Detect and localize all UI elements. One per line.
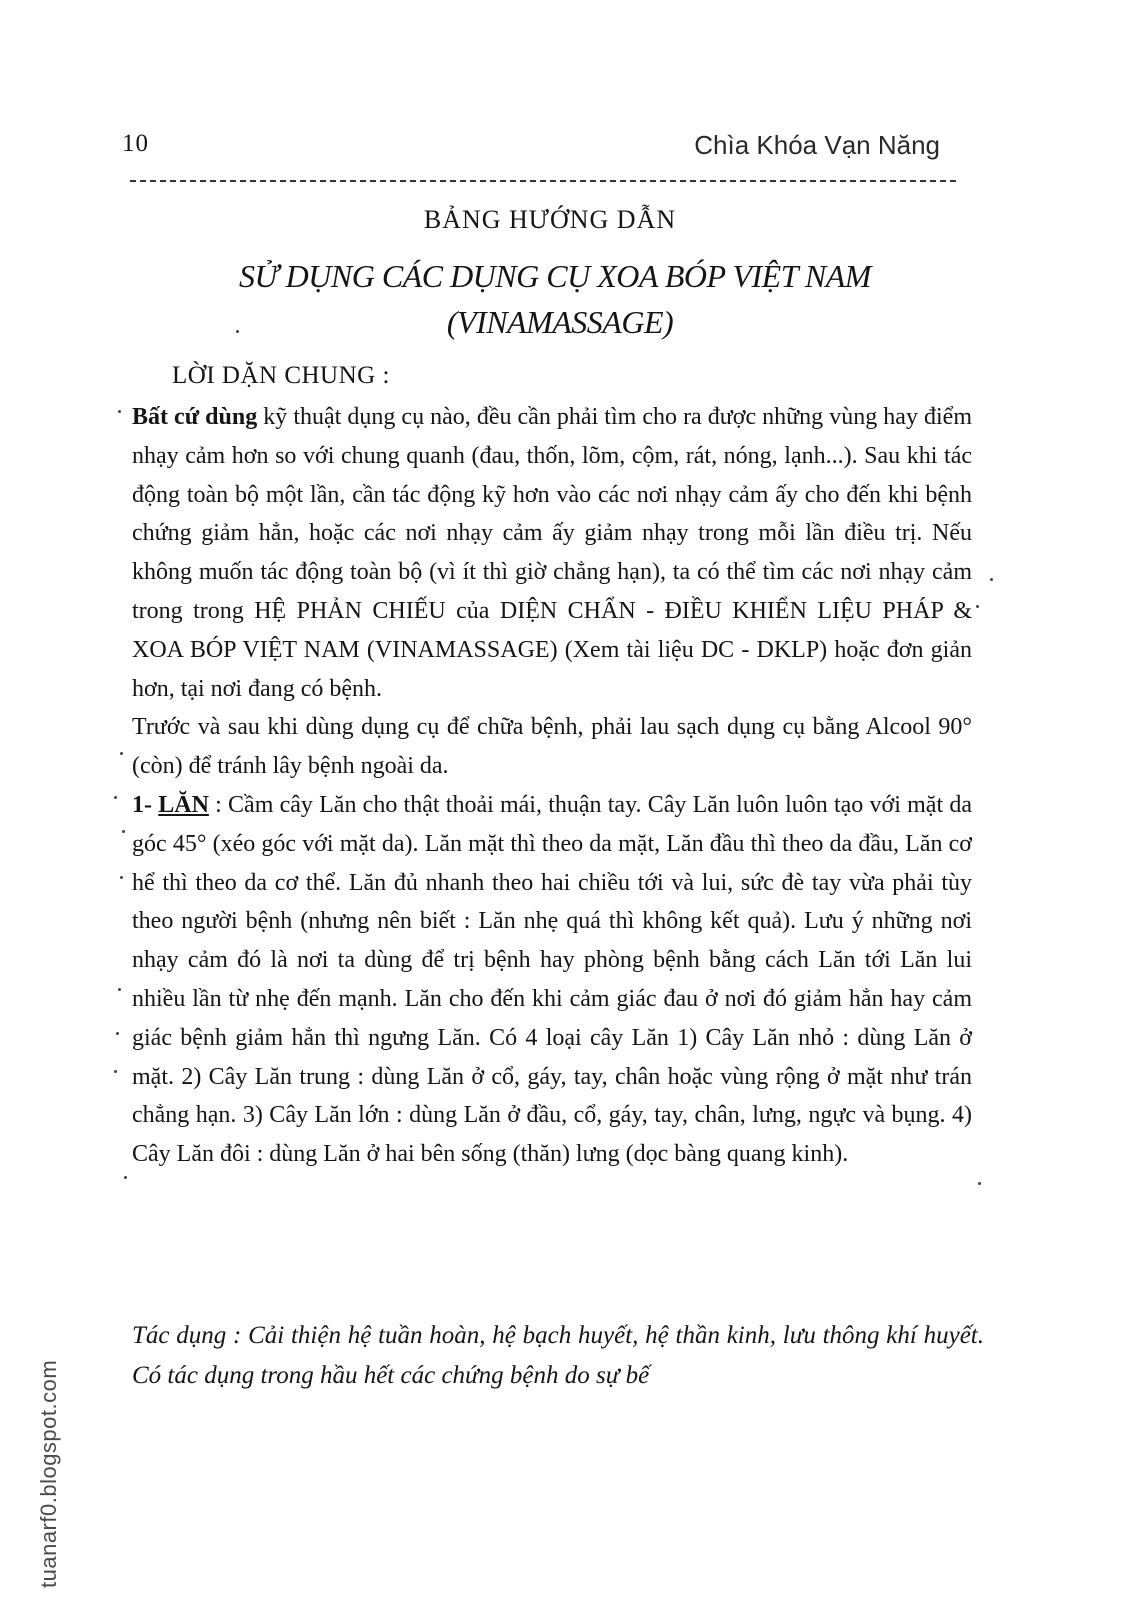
body-text: [132, 398, 972, 1174]
intro-paragraph-text: kỹ thuật dụng cụ nào, đều cần phải tìm cho ra được những vùng hay điểm nhạy cảm hơn so với chung quanh (đau, thốn, lõm, cộm, rát, nóng, lạnh...). Sau khi tác động toàn bộ một lần, cần tác động kỹ hơn vào các nơi nhạy cảm ấy cho đến khi bệnh chứng giảm hẳn, hoặc các nơi nhạy cảm ấy giảm nhạy trong mỗi lần điều trị. Nếu không muốn tác động toàn bộ (vì ít thì giờ chẳng hạn), ta có thể tìm các nơi nhạy cảm trong trong HỆ PHẢN CHIẾU của DIỆN CHẨN - ĐIỀU KHIỂN LIỆU PHÁP & XOA BÓP VIỆT NAM (VINAMASSAGE) (Xem tài liệu DC - DKLP) hoặc đơn giản hơn, tại nơi đang có bệnh.: [132, 404, 972, 702]
header-divider: [130, 180, 956, 182]
section-1-paragraph: [132, 786, 972, 1174]
scan-speck: [118, 410, 121, 413]
running-header-title: Chìa Khóa Vạn Năng: [694, 130, 940, 160]
scan-speck: [116, 1032, 119, 1035]
scan-speck: [114, 796, 117, 799]
intro-label: LỜI DẶN CHUNG :: [172, 362, 390, 389]
section-1-number: 1-: [132, 791, 159, 818]
scan-speck: [120, 876, 123, 879]
scan-speck: [124, 1176, 127, 1179]
scan-speck: [120, 752, 123, 755]
section-1-body: : Cầm cây Lăn cho thật thoải mái, thuận tay. Cây Lăn luôn luôn tạo với mặt da góc 45° (xéo góc với mặt da). Lăn mặt thì theo da mặt, Lăn đầu thì theo da đầu, Lăn cơ hể thì theo da cơ thể. Lăn đủ nhanh theo hai chiều tới và lui, sức đè tay vừa phải tùy theo người bệnh (nhưng nên biết : Lăn nhẹ quá thì không kết quả). Lưu ý những nơi nhạy cảm đó là nơi ta dùng để trị bệnh hay phòng bệnh bằng cách Lăn tới Lăn lui nhiều lần từ nhẹ đến mạnh. Lăn cho đến khi cảm giác đau ở nơi đó giảm hẳn hay cảm giác bệnh giảm hẳn thì ngưng Lăn. Có 4 loại cây Lăn 1) Cây Lăn nhỏ : dùng Lăn ở mặt. 2) Cây Lăn trung : dùng Lăn ở cổ, gáy, tay, chân hoặc vùng rộng ở mặt như trán chẳng hạn. 3) Cây Lăn lớn : dùng Lăn ở đầu, cổ, gáy, tay, chân, lưng, ngực và bụng. 4) Cây Lăn đôi : dùng Lăn ở hai bên sống (thăn) lưng (dọc bàng quang kinh).: [132, 791, 972, 1168]
section-1-title: LĂN: [158, 791, 209, 818]
title-line-3: (VINAMASSAGE): [446, 304, 674, 340]
scan-speck: [978, 1182, 981, 1185]
page-number: 10: [122, 130, 149, 157]
scan-speck: [114, 1070, 117, 1073]
watermark-url: tuanarf0.blogspot.com: [36, 1359, 61, 1588]
scan-speck: [122, 830, 125, 833]
scan-speck: [118, 988, 121, 991]
scan-speck: [990, 578, 993, 581]
title-line-2: SỬ DỤNG CÁC DỤNG CỤ XOA BÓP VIỆT NAM: [239, 258, 871, 294]
title-line-1: BẢNG HƯỚNG DẪN: [423, 205, 677, 234]
effects-paragraph: Tác dụng : Cải thiện hệ tuần hoàn, hệ bạch huyết, hệ thần kinh, lưu thông khí huyết. Có tác dụng trong hầu hết các chứng bệnh do sự bế: [132, 1322, 984, 1389]
hygiene-paragraph: Trước và sau khi dùng dụng cụ để chữa bệnh, phải lau sạch dụng cụ bằng Alcool 90° (còn) để tránh lây bệnh ngoài da.: [132, 714, 972, 780]
intro-paragraph: [132, 398, 972, 708]
scan-speck: [976, 605, 979, 608]
scan-speck: [236, 330, 239, 333]
intro-lead: Bất cứ dùng: [132, 404, 258, 430]
